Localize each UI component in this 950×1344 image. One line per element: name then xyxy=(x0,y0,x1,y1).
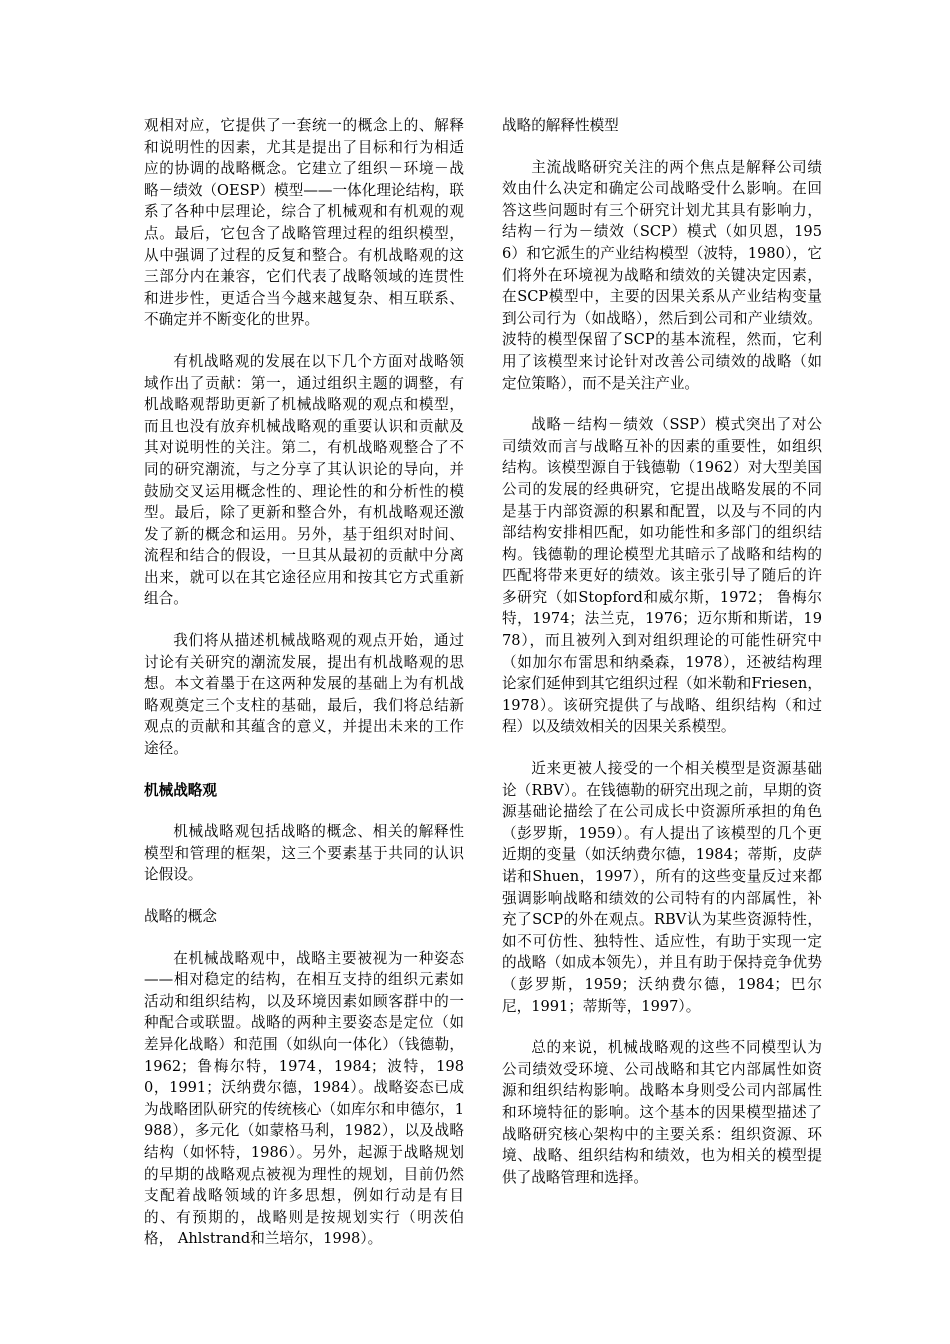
right-column xyxy=(502,115,822,1208)
subsection-heading: 战略的概念 xyxy=(144,908,217,925)
paragraph: 观相对应，它提供了一套统一的概念上的、解释和说明性的因素，尤其是提出了目标和行为相适应的协调的战略概念。它建立了组织－环境－战略－绩效（OESP）模型——一体化理论结构，联系了各种中层理论，综合了机械观和有机观的观点。最后，它包含了战略管理过程的组织模型，从中强调了过程的反复和整合。有机战略观的这三部分内在兼容，它们代表了战略领域的连贯性和进步性，更适合当今越来越复杂、相互联系、不确定并不断变化的世界。 xyxy=(144,117,464,329)
paragraph: 在机械战略观中，战略主要被视为一种姿态——相对稳定的结构，在相互支持的组织元素如活动和组织结构，以及环境因素如顾客群中的一种配合或联盟。战略的两种主要姿态是定位（如差异化战略）和范围（如纵向一体化）（钱德勒，1962；鲁梅尔特，1974，1984；波特，1980，1991；沃纳费尔德，1984）。战略姿态已成为战略团队研究的传统核心（如库尔和申德尔，1988），多元化（如蒙格马利，1982），以及战略结构（如怀特，1986）。另外，起源于战略规划的早期的战略观点被视为理性的规划，目前仍然支配着战略领域的许多思想，例如行动是有目的、有预期的，战略则是按规划实行（明茨伯格， Ahlstrand和兰培尔，1998）。 xyxy=(144,949,464,1248)
paragraph: 战略－结构－绩效（SSP）模式突出了对公司绩效而言与战略互补的因素的重要性，如组织结构。该模型源自于钱德勒（1962）对大型美国公司的发展的经典研究，它提出战略发展的不同是基于内部资源的积累和配置，以及与不同的内部结构安排相匹配，如功能性和多部门的组织结构。钱德勒的理论模型尤其暗示了战略和结构的匹配将带来更好的绩效。该主张引导了随后的许多研究（如Stopford和威尔斯，1972； 鲁梅尔特，1974；法兰克，1976；迈尔斯和斯诺，1978），而且被列入到对组织理论的可能性研究中（如加尔布雷思和纳桑森，1978），还被结构理论家们延伸到其它组织过程（如米勒和Friesen，1978）。该研究提供了与战略、组织结构（和过程）以及绩效相关的因果关系模型。 xyxy=(502,416,822,736)
left-column xyxy=(144,115,464,1270)
paragraph: 有机战略观的发展在以下几个方面对战略领域作出了贡献：第一，通过组织主题的调整，有机战略观帮助更新了机械战略观的观点和模型，而且也没有放弃机械战略观的重要认识和贡献及其对说明性的关注。第二，有机战略观整合了不同的研究潮流，与之分享了其认识论的导向，并鼓励交叉运用概念性的、理论性的和分析性的模型。最后，除了更新和整合外，有机战略观还激发了新的概念和运用。另外，基于组织对时间、流程和结合的假设，一旦其从最初的贡献中分离出来，就可以在其它途径应用和按其它方式重新组合。 xyxy=(144,352,464,608)
paragraph: 机械战略观包括战略的概念、相关的解释性模型和管理的框架，这三个要素基于共同的认识论假设。 xyxy=(144,823,464,884)
section-heading: 机械战略观 xyxy=(144,781,217,799)
paragraph: 我们将从描述机械战略观的观点开始，通过讨论有关研究的潮流发展，提出有机战略观的思想。本文着墨于在这两种发展的基础上为有机战略观奠定三个支柱的基础，最后，我们将总结新观点的贡献和其蕴含的意义，并提出未来的工作途径。 xyxy=(144,632,464,758)
subsection-heading: 战略的解释性模型 xyxy=(502,117,619,134)
paragraph: 总的来说，机械战略观的这些不同模型认为公司绩效受环境、公司战略和其它内部属性如资源和组织结构影响。战略本身则受公司内部属性和环境特征的影响。这个基本的因果模型描述了战略研究核心架构中的主要关系：组织资源、环境、战略、组织结构和绩效，也为相关的模型提供了战略管理和选择。 xyxy=(502,1039,822,1186)
paragraph: 近来更被人接受的一个相关模型是资源基础论（RBV）。在钱德勒的研究出现之前，早期的资源基础论描绘了在公司成长中资源所承担的角色（彭罗斯，1959）。有人提出了该模型的几个更近期的变量（如沃纳费尔德，1984；蒂斯，皮萨诺和Shuen，1997），所有的这些变量反过来都强调影响战略和绩效的公司特有的内部属性，补充了SCP的外在观点。RBV认为某些资源特性，如不可仿性、独特性、适应性，有助于实现一定的战略（如成本领先），并且有助于保持竞争优势（彭罗斯，1959；沃纳费尔德，1984；巴尔尼，1991；蒂斯等，1997）。 xyxy=(502,760,822,1015)
paragraph: 主流战略研究关注的两个焦点是解释公司绩效由什么决定和确定公司战略受什么影响。在回答这些问题时有三个研究计划尤其具有影响力，结构－行为－绩效（SCP）模式（如贝恩，1956）和它派生的产业结构模型（波特，1980），它们将外在环境视为战略和绩效的关键决定因素，在SCP模型中，主要的因果关系从产业结构变量到公司行为（如战略），然后到公司和产业绩效。波特的模型保留了SCP的基本流程，然而，它利用了该模型来讨论针对改善公司绩效的战略（如定位策略），而不是关注产业。 xyxy=(502,158,822,392)
